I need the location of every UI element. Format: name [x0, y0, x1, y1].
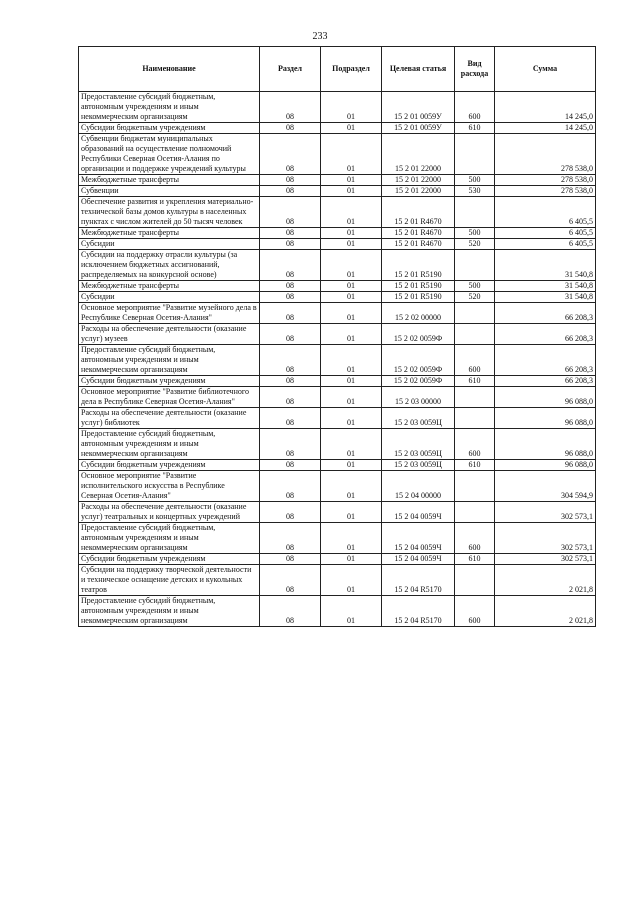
- cell-target: 15 2 01 22000: [382, 175, 455, 186]
- cell-target: 15 2 01 R4670: [382, 239, 455, 250]
- cell-subsection: 01: [321, 376, 382, 387]
- table-row: [79, 523, 596, 554]
- cell-name: Расходы на обеспечение деятельности (оказание услуг) театральных и концертных учреждений: [79, 502, 260, 523]
- table-row: [79, 186, 596, 197]
- cell-type: [455, 387, 495, 408]
- cell-type: [455, 303, 495, 324]
- cell-section: 08: [260, 303, 321, 324]
- cell-sum: 278 538,0: [495, 134, 596, 175]
- cell-section: 08: [260, 134, 321, 175]
- table-row: [79, 376, 596, 387]
- cell-subsection: 01: [321, 175, 382, 186]
- cell-subsection: 01: [321, 324, 382, 345]
- table-row: [79, 175, 596, 186]
- header-target: Целевая статья: [382, 47, 455, 92]
- cell-type: 520: [455, 292, 495, 303]
- table-row: [79, 123, 596, 134]
- cell-type: 600: [455, 345, 495, 376]
- cell-section: 08: [260, 565, 321, 596]
- cell-subsection: 01: [321, 429, 382, 460]
- cell-section: 08: [260, 228, 321, 239]
- cell-sum: 14 245,0: [495, 123, 596, 134]
- cell-name: Предоставление субсидий бюджетным, автономным учреждениям и иным некоммерческим организациям: [79, 429, 260, 460]
- cell-type: 610: [455, 460, 495, 471]
- cell-name: Субсидии: [79, 239, 260, 250]
- cell-sum: 302 573,1: [495, 523, 596, 554]
- cell-section: 08: [260, 324, 321, 345]
- cell-sum: 31 540,8: [495, 292, 596, 303]
- cell-subsection: 01: [321, 292, 382, 303]
- cell-name: Межбюджетные трансферты: [79, 175, 260, 186]
- cell-sum: 6 405,5: [495, 197, 596, 228]
- cell-name: Субвенции бюджетам муниципальных образований на осуществление полномочий Республики Северная Осетия-Алания по организации и поддержке учреждений культуры: [79, 134, 260, 175]
- cell-name: Субсидии: [79, 292, 260, 303]
- cell-section: 08: [260, 123, 321, 134]
- cell-type: [455, 134, 495, 175]
- cell-section: 08: [260, 460, 321, 471]
- cell-sum: 6 405,5: [495, 239, 596, 250]
- cell-target: 15 2 01 22000: [382, 186, 455, 197]
- cell-subsection: 01: [321, 123, 382, 134]
- cell-subsection: 01: [321, 228, 382, 239]
- cell-subsection: 01: [321, 134, 382, 175]
- cell-subsection: 01: [321, 92, 382, 123]
- table-row: [79, 92, 596, 123]
- cell-name: Основное мероприятие "Развитие библиотечного дела в Республике Северная Осетия-Алания": [79, 387, 260, 408]
- cell-type: 610: [455, 123, 495, 134]
- cell-subsection: 01: [321, 239, 382, 250]
- table-row: [79, 429, 596, 460]
- cell-sum: 66 208,3: [495, 376, 596, 387]
- header-expense-type: Вид расхода: [455, 47, 495, 92]
- cell-sum: 6 405,5: [495, 228, 596, 239]
- cell-subsection: 01: [321, 250, 382, 281]
- header-subsection: Подраздел: [321, 47, 382, 92]
- cell-name: Субсидии бюджетным учреждениям: [79, 123, 260, 134]
- cell-type: 610: [455, 554, 495, 565]
- table-header-row: [79, 47, 596, 92]
- cell-sum: 302 573,1: [495, 502, 596, 523]
- header-sum: Сумма: [495, 47, 596, 92]
- cell-subsection: 01: [321, 345, 382, 376]
- header-section: Раздел: [260, 47, 321, 92]
- cell-name: Субсидии бюджетным учреждениям: [79, 376, 260, 387]
- cell-subsection: 01: [321, 565, 382, 596]
- cell-section: 08: [260, 197, 321, 228]
- cell-section: 08: [260, 387, 321, 408]
- table-row: [79, 292, 596, 303]
- cell-subsection: 01: [321, 281, 382, 292]
- cell-sum: 96 088,0: [495, 387, 596, 408]
- cell-section: 08: [260, 186, 321, 197]
- cell-subsection: 01: [321, 460, 382, 471]
- cell-section: 08: [260, 292, 321, 303]
- cell-sum: 66 208,3: [495, 324, 596, 345]
- cell-type: [455, 502, 495, 523]
- cell-target: 15 2 01 R5190: [382, 250, 455, 281]
- cell-type: 600: [455, 596, 495, 627]
- cell-sum: 66 208,3: [495, 345, 596, 376]
- cell-name: Межбюджетные трансферты: [79, 228, 260, 239]
- cell-type: [455, 565, 495, 596]
- cell-section: 08: [260, 596, 321, 627]
- cell-sum: 2 021,8: [495, 596, 596, 627]
- cell-section: 08: [260, 345, 321, 376]
- table-row: [79, 324, 596, 345]
- cell-subsection: 01: [321, 502, 382, 523]
- table-row: [79, 345, 596, 376]
- cell-subsection: 01: [321, 523, 382, 554]
- cell-type: 600: [455, 92, 495, 123]
- table-row: [79, 408, 596, 429]
- cell-type: [455, 471, 495, 502]
- cell-subsection: 01: [321, 197, 382, 228]
- cell-target: 15 2 04 00000: [382, 471, 455, 502]
- cell-sum: 96 088,0: [495, 429, 596, 460]
- cell-subsection: 01: [321, 596, 382, 627]
- cell-section: 08: [260, 471, 321, 502]
- cell-subsection: 01: [321, 303, 382, 324]
- cell-sum: 278 538,0: [495, 175, 596, 186]
- cell-subsection: 01: [321, 554, 382, 565]
- cell-name: Предоставление субсидий бюджетным, автономным учреждениям и иным некоммерческим организациям: [79, 92, 260, 123]
- cell-name: Расходы на обеспечение деятельности (оказание услуг) музеев: [79, 324, 260, 345]
- cell-sum: 304 594,9: [495, 471, 596, 502]
- cell-section: 08: [260, 376, 321, 387]
- table-row: [79, 250, 596, 281]
- cell-name: Субсидии на поддержку отрасли культуры (за исключением бюджетных ассигнований, распределяемых на конкурсной основе): [79, 250, 260, 281]
- table-row: [79, 239, 596, 250]
- cell-target: 15 2 03 0059Ц: [382, 460, 455, 471]
- cell-sum: 302 573,1: [495, 554, 596, 565]
- cell-sum: 14 245,0: [495, 92, 596, 123]
- cell-target: 15 2 01 0059У: [382, 92, 455, 123]
- cell-subsection: 01: [321, 471, 382, 502]
- cell-name: Основное мероприятие "Развитие исполнительского искусства в Республике Северная Осетия-Алания": [79, 471, 260, 502]
- budget-table: [78, 46, 596, 627]
- header-name: Наименование: [79, 47, 260, 92]
- cell-target: 15 2 01 R5190: [382, 281, 455, 292]
- cell-target: 15 2 04 0059Ч: [382, 502, 455, 523]
- cell-type: [455, 408, 495, 429]
- cell-target: 15 2 02 0059Ф: [382, 376, 455, 387]
- cell-name: Субсидии бюджетным учреждениям: [79, 554, 260, 565]
- cell-section: 08: [260, 239, 321, 250]
- cell-target: 15 2 01 22000: [382, 134, 455, 175]
- cell-subsection: 01: [321, 408, 382, 429]
- table-row: [79, 471, 596, 502]
- table-row: [79, 303, 596, 324]
- cell-target: 15 2 04 R5170: [382, 596, 455, 627]
- cell-type: 500: [455, 228, 495, 239]
- table-row: [79, 596, 596, 627]
- cell-name: Предоставление субсидий бюджетным, автономным учреждениям и иным некоммерческим организациям: [79, 596, 260, 627]
- cell-subsection: 01: [321, 186, 382, 197]
- table-row: [79, 197, 596, 228]
- cell-section: 08: [260, 92, 321, 123]
- cell-name: Предоставление субсидий бюджетным, автономным учреждениям и иным некоммерческим организациям: [79, 345, 260, 376]
- cell-sum: 96 088,0: [495, 408, 596, 429]
- cell-sum: 31 540,8: [495, 250, 596, 281]
- cell-name: Субвенции: [79, 186, 260, 197]
- cell-subsection: 01: [321, 387, 382, 408]
- cell-name: Расходы на обеспечение деятельности (оказание услуг) библиотек: [79, 408, 260, 429]
- cell-name: Субсидии на поддержку творческой деятельности и техническое оснащение детских и кукольных театров: [79, 565, 260, 596]
- cell-name: Межбюджетные трансферты: [79, 281, 260, 292]
- cell-target: 15 2 01 R4670: [382, 197, 455, 228]
- cell-type: 520: [455, 239, 495, 250]
- cell-name: Основное мероприятие "Развитие музейного дела в Республике Северная Осетия-Алания": [79, 303, 260, 324]
- cell-type: [455, 250, 495, 281]
- cell-section: 08: [260, 502, 321, 523]
- cell-sum: 278 538,0: [495, 186, 596, 197]
- table-row: [79, 228, 596, 239]
- cell-sum: 31 540,8: [495, 281, 596, 292]
- table-row: [79, 565, 596, 596]
- cell-target: 15 2 01 R4670: [382, 228, 455, 239]
- cell-type: [455, 197, 495, 228]
- cell-sum: 66 208,3: [495, 303, 596, 324]
- cell-section: 08: [260, 408, 321, 429]
- cell-target: 15 2 01 0059У: [382, 123, 455, 134]
- cell-type: 600: [455, 523, 495, 554]
- cell-target: 15 2 04 R5170: [382, 565, 455, 596]
- cell-type: [455, 324, 495, 345]
- cell-section: 08: [260, 554, 321, 565]
- cell-target: 15 2 03 0059Ц: [382, 408, 455, 429]
- cell-target: 15 2 02 0059Ф: [382, 324, 455, 345]
- cell-name: Субсидии бюджетным учреждениям: [79, 460, 260, 471]
- cell-type: 500: [455, 281, 495, 292]
- cell-target: 15 2 02 00000: [382, 303, 455, 324]
- cell-section: 08: [260, 281, 321, 292]
- table-body: [79, 92, 596, 627]
- cell-target: 15 2 04 0059Ч: [382, 554, 455, 565]
- cell-target: 15 2 01 R5190: [382, 292, 455, 303]
- table-row: [79, 502, 596, 523]
- cell-type: 600: [455, 429, 495, 460]
- cell-name: Обеспечение развития и укрепления материально-технической базы домов культуры в населенных пунктах с числом жителей до 50 тысяч человек: [79, 197, 260, 228]
- cell-type: 610: [455, 376, 495, 387]
- cell-sum: 96 088,0: [495, 460, 596, 471]
- table-row: [79, 134, 596, 175]
- cell-name: Предоставление субсидий бюджетным, автономным учреждениям и иным некоммерческим организациям: [79, 523, 260, 554]
- page-number: 233: [312, 31, 328, 42]
- cell-target: 15 2 03 0059Ц: [382, 429, 455, 460]
- cell-section: 08: [260, 523, 321, 554]
- cell-target: 15 2 04 0059Ч: [382, 523, 455, 554]
- cell-section: 08: [260, 250, 321, 281]
- cell-section: 08: [260, 175, 321, 186]
- cell-type: 500: [455, 175, 495, 186]
- table-row: [79, 554, 596, 565]
- table-row: [79, 460, 596, 471]
- table-row: [79, 387, 596, 408]
- cell-sum: 2 021,8: [495, 565, 596, 596]
- cell-type: 530: [455, 186, 495, 197]
- cell-section: 08: [260, 429, 321, 460]
- cell-target: 15 2 03 00000: [382, 387, 455, 408]
- table-row: [79, 281, 596, 292]
- cell-target: 15 2 02 0059Ф: [382, 345, 455, 376]
